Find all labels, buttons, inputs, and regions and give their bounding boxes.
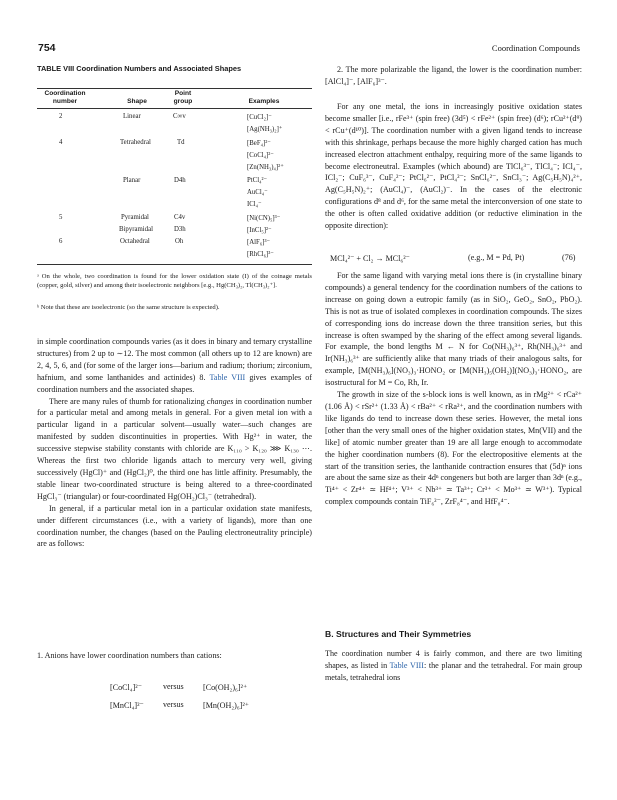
row-cn: 5 [59,214,63,221]
row-cn: 6 [59,238,63,245]
structures-paragraph: The coordination number 4 is fairly common, and there are two limiting shapes, as listed in Table VIII: the planar and the tetrahedral. For main group metals, tetrahedral ions [325,649,582,682]
row-example: ICl₄⁻ [247,201,262,208]
row-example: AuCl₄⁻ [247,189,268,196]
row-shape: Bipyramidal [119,226,153,233]
row-example: [Zn(NH₃)₄]²⁺ [247,164,284,171]
row-cn: 4 [59,139,63,146]
table-viii-link[interactable]: Table VIII [209,372,246,382]
equation-76: MCl₄²⁻ + Cl₂ → MCl₆²⁻ [330,254,410,263]
rule-2-paragraph: 2. The more polarizable the ligand, the lower is the coordination number: [AlCl₄]⁻, [AlF₆]³⁻. [325,65,582,86]
paragraph: The growth in size of the s-block ions is well known, as in rMg²⁺ < rCa²⁺ (1.06 Å) < rSr²⁺ (1.33 Å) < rBa²⁺ < rRa²⁺, and the coordination numbers with like ligands do tend to increase down these series. However, the metal ions [other than the very small ones of the higher oxidation states, Mn(VII) and the like] of atomic number greater than 19 are all large enough to accommodate the higher coordination numbers (8). For the electropositive elements at the start of the transition series, the lanthanide contraction ensures that (5d)ⁿ ions are about the same size as their 4dⁿ congeners but both are larger than 3dⁿ (e.g., Ti⁴⁺ < Zr⁴⁺ ≃ Hf⁴⁺; V³⁺ < Nb³⁺ ≃ Ta³⁺; Cr³⁺ < Mo³⁺ ≃ W³⁺). Typical complex compounds contain TiF₆²⁻, ZrF₈⁴⁻, and HfF₈⁴⁻. [325,390,582,507]
col-header-cn: Coordination number [44,90,86,105]
right-column-text [325,270,582,508]
running-title: Coordination Compounds [491,43,580,53]
col-header-shape: Shape [127,98,147,105]
row-example: [RhCl₆]³⁻ [247,251,274,258]
row-shape: Octahedral [120,238,150,245]
row-example: [CoCl₄]²⁻ [247,152,274,159]
table-footnote-b: ᵇ Note that these are isoelectronic (so the same structure is expected). [37,304,220,311]
row-shape: Pyramidal [121,214,149,221]
example-anion: [CoCl₄]²⁻ [110,683,143,692]
example-cation: [Co(OH₂)₆]²⁺ [203,683,248,692]
example-versus: versus [163,682,184,691]
row-example: [InCl₅]²⁻ [247,227,272,234]
row-example: [BeF₄]²⁻ [247,140,271,147]
paragraph: in simple coordination compounds varies (as it does in binary and ternary crystalline structures) from 2 up to ∼12. The most common (all others up to 12 are known) are 2, 4, 5, 6, and (for some of the larger ions—barium and radium; thorium; zirconium, hafnium, and some lanthanides and actinides) 8. Table VIII gives examples of coordination numbers and the associated shapes. [37,337,312,394]
row-point-group: D3h [174,226,186,233]
row-point-group: Td [177,139,185,146]
row-cn: 2 [59,113,63,120]
section-heading: B. Structures and Their Symmetries [325,629,472,639]
example-anion: [MnCl₄]²⁻ [110,701,144,710]
table-footnote-a: ᵃ On the whole, two coordination is found for the lower oxidation state (I) of the coinage metals (copper, gold, silver) and among their isoelectronic neighbors [e.g., Hg(CH₃)₂, Tl(CH₃)₂⁺]. [37,273,312,289]
row-shape: Linear [123,113,141,120]
row-example: [Ag(NH₃)₂]⁺ [247,126,283,133]
row-point-group: C4v [174,214,186,221]
equation-number: (76) [562,253,576,262]
table-viii-link[interactable]: Table VIII [389,660,424,670]
paragraph: In general, if a particular metal ion in a particular oxidation state manifests, under different circumstances (i.e., with a variety of ligands), more than one coordination number, the changes (based on the Pauling electroneutrality principle) are as follows: [37,503,312,549]
paragraph: There are many rules of thumb for rationalizing changes in coordination number for a particular metal and among metals in general. For a given metal ion with a particular ligand in a particular solvent—usually water—such changes are manifested by sudden discontinuities in properties. With Hg²⁺ in water, the successive stepwise stability constants with chloride are K₁₁₀ > K₁₂₀ ⋙ K₁₃₀ ⋯. Whereas the first two chloride ligands attach to mercury very well, giving successively (HgCl)⁺ and (HgCl₂)⁰, the third one has little affinity. Presumably, the stable linear two-coordinated structure is being altered to a three-coordinated HgCl₃⁻ (triangular) or four-coordinated Hg(OH₂)Cl₃⁻ (tetrahedral). [37,396,312,501]
row-point-group: D4h [174,177,186,184]
page-number: 754 [38,42,56,54]
col-header-examples: Examples [248,98,280,105]
equation-condition: (e.g., M = Pd, Pt) [468,253,525,262]
row-shape: Tetrahedral [120,139,151,146]
row-example: [AlF₆]³⁻ [247,239,271,246]
rule-1-paragraph: 1. Anions have lower coordination numbers than cations: [37,651,222,660]
coordination-table [37,88,312,258]
row-example: [Ni(CN)₅]³⁻ [247,215,281,222]
table-title: TABLE VIII Coordination Numbers and Associated Shapes [37,64,242,73]
row-shape: Planar [123,177,141,184]
left-column-text [37,336,312,550]
row-point-group: C∞v [173,113,186,120]
oxidation-state-paragraph: For any one metal, the ions in increasingly positive oxidation states become smaller [i.e., rFe³⁺ (spin free) (3d⁵) < rFe²⁺ (spin free) (d⁶); rCu²⁺(d⁹) < rCu⁺(d¹⁰)]. The coordination number with a given ligand tends to increase with this shrinkage, perhaps because the more highly charged cation has much increased electron attachment enthalpy, requiring more of the same ligands to become electroneutral. Examples (which abound) are TlCl₆³⁻, TlCl₄⁻; ICl₄⁻, ICl₂⁻; CuF₆³⁻, CuF₄²⁻; PtCl₆²⁻, PtCl₄²⁻; SnCl₆²⁻, SnCl₃⁻; Ag(C₅H₅N)₄²⁺, Ag(C₅H₅N)₂⁺; (AuCl₄)⁻, (AuCl₂)⁻. In the cases of the electronic configurations d⁸ and d⁶, for the same metal the interconversion of one state to the other is often called oxidative addition (or reductive elimination in the opposite direction): [325,102,582,231]
col-header-point-group: Point group [173,90,193,105]
example-versus: versus [163,700,184,709]
row-example: PtCl₄²⁻ [247,177,268,184]
paragraph: For the same ligand with varying metal ions there is (in crystalline binary compounds) a general tendency for the coordination numbers of the cations to increase on going down a eutropic family (as in SiO₂, GeO₂, SnO₂, PbO₂). This is not as true of isolated complexes in coordination compounds. The sizes of corresponding ions do increase down the three transition series, but this increase is often swamped by the sharing of the effect among several ligands. For example, the bond lengths M ← N for Co(NH₃)₆³⁺, Rh(NH₃)₆³⁺ and Ir(NH₃)₆³⁺ are sufficiently alike that many triads of their analogous salts, for example, [M(NH₃)₆](NO₃)₃·HONO₂ or [M(NH₃)₅(OH₂)](NO₃)₃·HONO₂, are isostructural for M = Co, Rh, Ir. [325,271,582,388]
row-example: [CuCl₂]⁻ [247,114,272,121]
example-cation: [Mn(OH₂)₆]²⁺ [203,701,250,710]
row-point-group: Oh [175,238,184,245]
